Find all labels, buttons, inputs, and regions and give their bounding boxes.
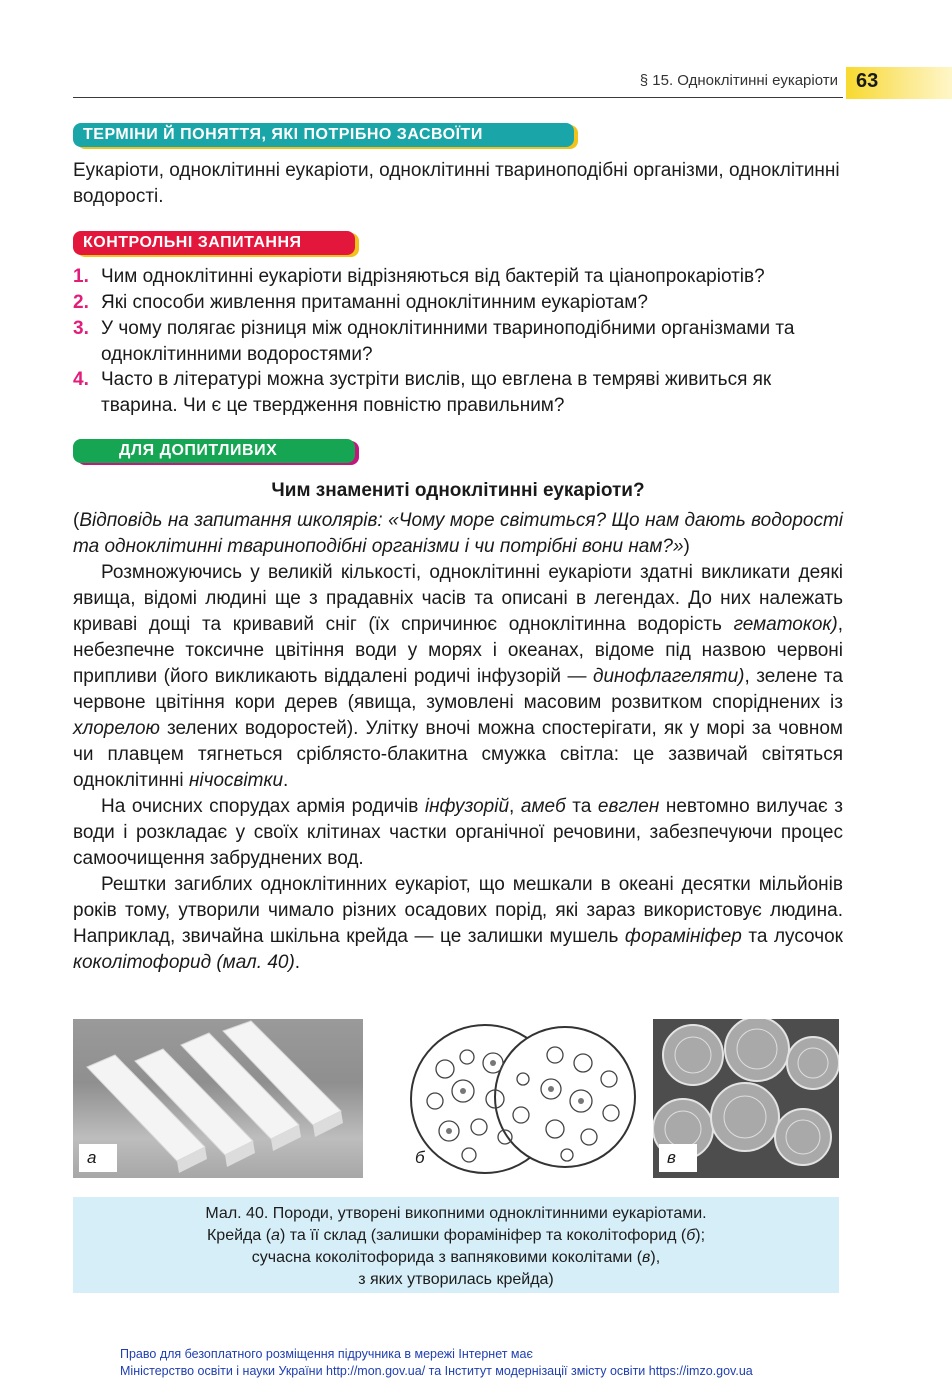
questions-label: КОНТРОЛЬНІ ЗАПИТАННЯ bbox=[73, 231, 355, 255]
header-rule bbox=[73, 97, 843, 98]
question-number: 1. bbox=[73, 266, 89, 287]
term-italic: динофлагеляти) bbox=[592, 666, 745, 687]
curious-body bbox=[73, 508, 843, 976]
caption-line-2 bbox=[73, 1225, 839, 1247]
question-text: Чим одноклітинні еукаріоти відрізняються від бактерій та ціанопрокаріотів? bbox=[101, 266, 765, 287]
question-item bbox=[73, 367, 843, 419]
term-italic: гематокок) bbox=[733, 614, 838, 635]
caption-run: сучасна коколітофорида з вапняковими коколітами ( bbox=[251, 1249, 643, 1266]
terms-label: ТЕРМІНИ Й ПОНЯТТЯ, ЯКІ ПОТРІБНО ЗАСВОЇТИ bbox=[73, 123, 574, 147]
running-header: § 15. Одноклітинні еукаріоти bbox=[639, 72, 838, 89]
caption-line-3 bbox=[73, 1247, 839, 1269]
caption-ref: а bbox=[271, 1227, 280, 1244]
caption-line-4: з яких утворилась крейда) bbox=[358, 1271, 554, 1288]
footer-line-1: Право для безоплатного розміщення підручника в мережі Інтернет має bbox=[120, 1347, 533, 1361]
text-run: . bbox=[294, 952, 301, 973]
text-run: , небезпечне токсичне цвітіння води у морях і океанах, відоме під назвою червоні припливи (його викликають віддалені родичі інфузорій — bbox=[73, 614, 843, 687]
chalk-photo bbox=[73, 1019, 363, 1178]
caption-ref: в bbox=[642, 1249, 651, 1266]
terms-text: Еукаріоти, одноклітинні еукаріоти, одноклітинні твариноподібні організми, одноклітинні водорості. bbox=[73, 160, 840, 207]
question-item bbox=[73, 290, 843, 316]
intro-question: Відповідь на запитання школярів: «Чому море світиться? Що нам дають водорості та одноклітинні твариноподібні організми і чи потрібні вони нам?» bbox=[73, 510, 843, 557]
term-italic: хлорелою bbox=[73, 718, 160, 739]
caption-run: Крейда ( bbox=[206, 1227, 272, 1244]
figure-caption bbox=[73, 1197, 839, 1293]
figure-tag-c: в bbox=[659, 1144, 697, 1172]
question-number: 3. bbox=[73, 318, 89, 339]
question-text: Часто в літературі можна зустріти вислів, що евглена в темряві живиться як тварина. Чи є це твердження повністю правильним? bbox=[101, 369, 772, 416]
term-italic: інфузорій bbox=[424, 796, 510, 817]
question-item bbox=[73, 316, 843, 368]
page-number: 63 bbox=[856, 70, 879, 92]
intro-open: ( bbox=[73, 510, 80, 531]
text-run: , зелене та червоне цвітіння кори дерев (явища, зумовлені масовим розвитком споріднених із bbox=[73, 666, 843, 713]
question-item bbox=[73, 264, 843, 290]
caption-run: ), bbox=[650, 1249, 661, 1266]
footer-line-2: Міністерство освіти і науки України http://mon.gov.ua/ та Інститут модернізації змісту освіти https://imzo.gov.ua bbox=[120, 1364, 753, 1378]
question-text: У чому полягає різниця між одноклітинними твариноподібними організмами та одноклітинними водоростями? bbox=[101, 318, 795, 365]
question-text: Які способи живлення притаманні одноклітинним еукаріотам? bbox=[101, 292, 648, 313]
question-number: 4. bbox=[73, 369, 89, 390]
question-number: 2. bbox=[73, 292, 89, 313]
intro-close: ) bbox=[683, 536, 690, 557]
intro-paragraph bbox=[73, 508, 843, 560]
license-footer bbox=[120, 1346, 753, 1380]
text-run: , bbox=[509, 796, 521, 817]
text-run: На очисних спорудах армія родичів bbox=[101, 796, 425, 817]
caption-run: ) та її склад (залишки форамініфер та коколітофорид ( bbox=[279, 1227, 687, 1244]
figure-tag-a: а bbox=[79, 1144, 117, 1172]
term-italic: евглен bbox=[597, 796, 660, 817]
figure-tag-b: б bbox=[415, 1148, 425, 1167]
text-run: невтомно вилучає з води і розкладає у своїх клітинах частки органічної речовини, забезпечуючи процес самоочищення забруднених вод. bbox=[73, 796, 843, 869]
curious-label: ДЛЯ ДОПИТЛИВИХ bbox=[73, 439, 355, 463]
caption-line-1: Мал. 40. Породи, утворені викопними одноклітинними еукаріотами. bbox=[205, 1205, 707, 1222]
microfossil-drawing bbox=[405, 1019, 640, 1178]
caption-run: ); bbox=[695, 1227, 706, 1244]
text-run: Розмножуючись у великій кількості, одноклітинні еукаріоти здатні викликати деякі явища, відомі людині ще з прадавніх часів та описані в легендах. До них належать криваві дощі та кривавий сніг (їх спричинює одноклітинна водорість bbox=[73, 562, 843, 635]
text-run: . bbox=[283, 770, 289, 791]
term-italic: коколітофорид (мал. 40) bbox=[73, 952, 295, 973]
text-run: та bbox=[565, 796, 598, 817]
term-italic: нічосвітки bbox=[188, 770, 284, 791]
paragraph-2 bbox=[73, 794, 843, 872]
text-run: та лусочок bbox=[741, 926, 843, 947]
paragraph-1 bbox=[73, 560, 843, 794]
caption-ref: б bbox=[686, 1227, 696, 1244]
text-run: Рештки загиблих одноклітинних еукаріот, що мешкали в океані десятки мільйонів років тому, утворили чимало різних осадових порід, які зараз використовує людина. Наприклад, звичайна шкільна крейда — це залишки мушель bbox=[73, 874, 843, 947]
text-run: зелених водоростей). Улітку вночі можна спостерігати, як у морі за човном чи плавцем тягнеться сріблясто-блакитна смужка світла: це зазвичай світяться одноклітинні bbox=[73, 718, 843, 791]
coccolithophore-micrograph bbox=[653, 1019, 839, 1178]
curious-title: Чим знамениті одноклітинні еукаріоти? bbox=[271, 480, 645, 501]
term-italic: форамініфер bbox=[624, 926, 742, 947]
term-italic: амеб bbox=[520, 796, 566, 817]
paragraph-3 bbox=[73, 872, 843, 976]
